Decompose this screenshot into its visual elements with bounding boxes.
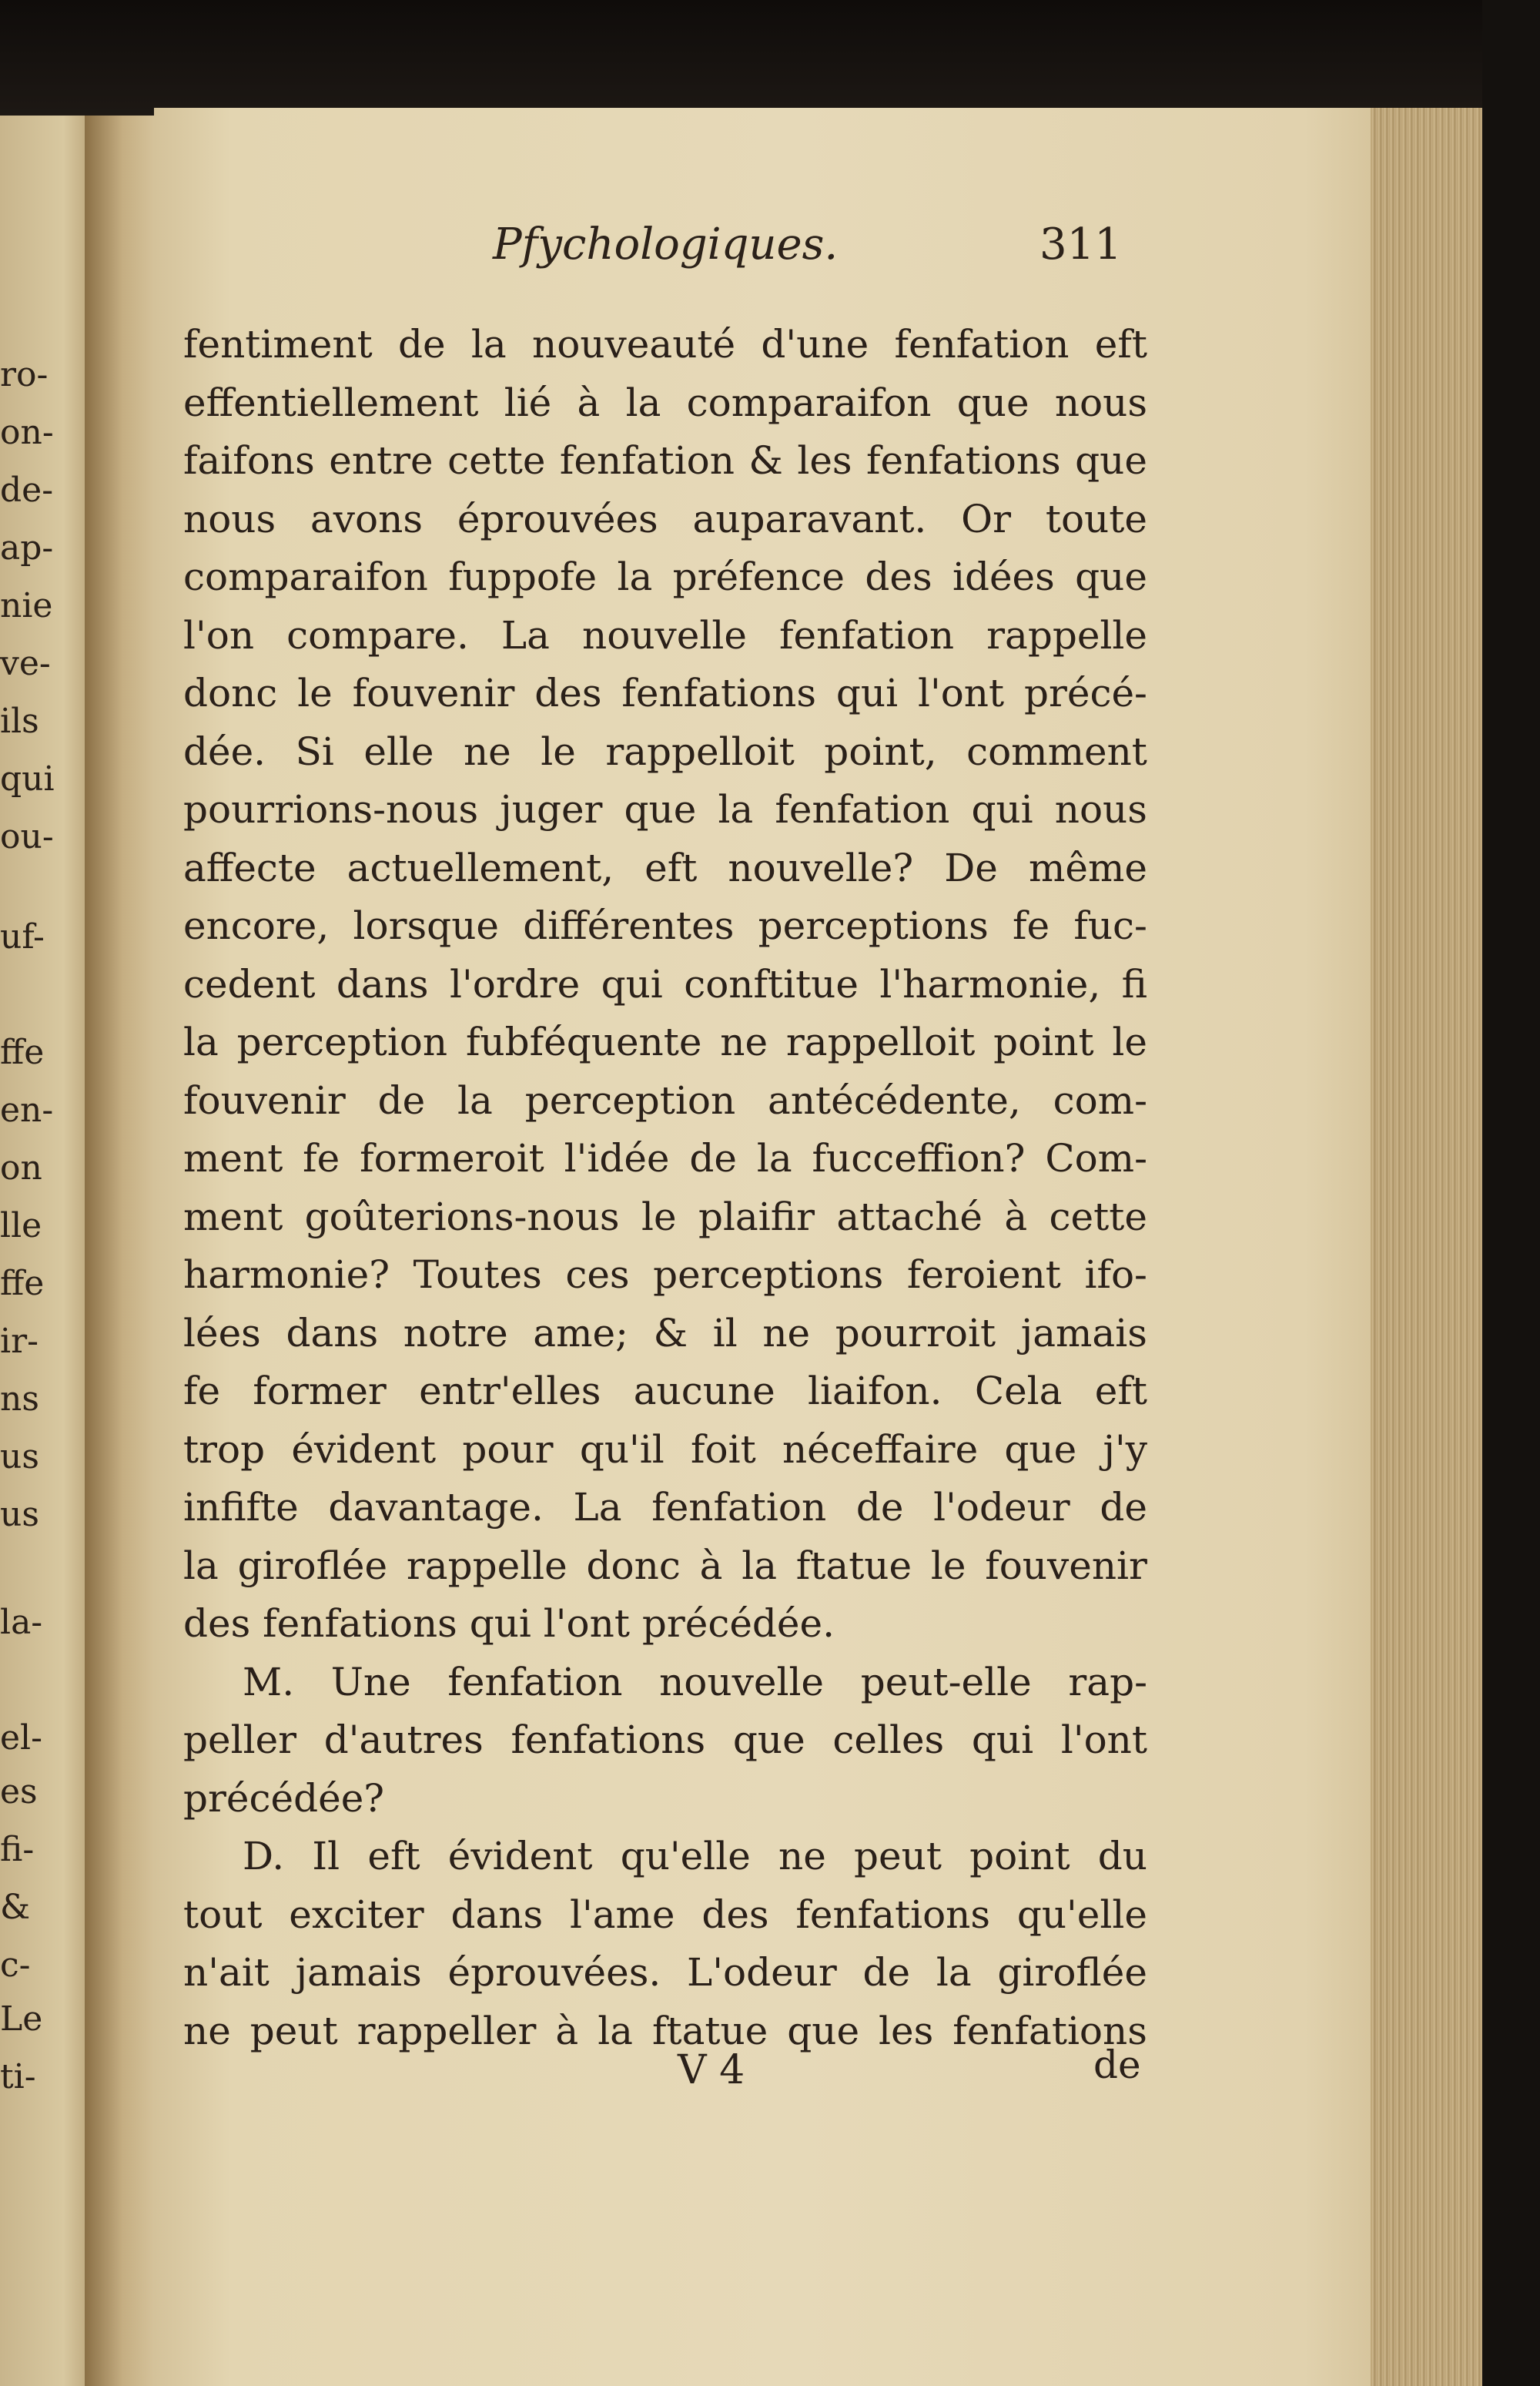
page-edges: [1371, 108, 1486, 2386]
left-page-fragment: qui: [0, 759, 55, 799]
text-line: D. Il eft évident qu'elle ne peut point du: [243, 1834, 1147, 1878]
text-line: fentiment de la nouveauté d'une fenfation eft: [183, 322, 1147, 367]
left-page-fragment: &: [0, 1888, 31, 1927]
text-line: infifte davantage. La fenfation de l'odeur de: [183, 1485, 1147, 1530]
text-line: des fenfations qui l'ont précédée.: [183, 1601, 835, 1646]
left-page-fragment: ou-: [0, 817, 54, 856]
text-line: donc le fouvenir des fenfations qui l'ont précé-: [183, 671, 1147, 715]
text-line: cedent dans l'ordre qui conftitue l'harmonie, fi: [183, 961, 1147, 1007]
left-page-fragment: ve-: [0, 644, 51, 683]
text-line: affecte actuellement, eft nouvelle? De même: [183, 845, 1147, 890]
text-line: ment fe formeroit l'idée de la fucceffion? Com-: [183, 1136, 1147, 1181]
text-line: peller d'autres fenfations que celles qui l'ont: [183, 1717, 1147, 1762]
text-line: fouvenir de la perception antécédente, com-: [183, 1077, 1147, 1123]
left-page-fragment: ro-: [0, 355, 49, 394]
text-line: précédée?: [183, 1775, 385, 1821]
text-line: l'on compare. La nouvelle fenfation rappelle: [183, 612, 1147, 658]
left-page-fragment: us: [0, 1495, 39, 1534]
left-page-fragment: uf-: [0, 917, 45, 957]
text-line: n'ait jamais éprouvées. L'odeur de la giroflée: [183, 1950, 1147, 1995]
text-line: faifons entre cette fenfation & les fenfations que: [183, 438, 1147, 483]
text-line: tout exciter dans l'ame des fenfations qu'elle: [183, 1892, 1147, 1937]
left-page-fragment: on-: [0, 413, 54, 452]
text-line: la perception fubféquente ne rappelloit point le: [183, 1020, 1147, 1064]
left-page-fragment: ns: [0, 1379, 39, 1419]
left-page-fragment: fi-: [0, 1830, 35, 1869]
book-cover-top: [0, 0, 1540, 116]
left-page-fragment: en-: [0, 1091, 54, 1130]
left-page-fragment: es: [0, 1772, 38, 1811]
text-line: lées dans notre ame; & il ne pourroit jamais: [183, 1310, 1147, 1356]
left-page-fragment: ils: [0, 702, 39, 741]
left-page-fragment: la-: [0, 1603, 43, 1642]
text-line: encore, lorsque différentes perceptions fe fuc-: [183, 903, 1147, 948]
running-head: Pfychologiques.: [493, 219, 839, 270]
page-number: 311: [1040, 219, 1122, 270]
text-line: nous avons éprouvées auparavant. Or toute: [183, 496, 1147, 541]
left-page-fragment: Le: [0, 1999, 43, 2039]
left-page-fragment: el-: [0, 1718, 42, 1758]
text-line: fe former entr'elles aucune liaifon. Cela eft: [183, 1369, 1147, 1413]
left-page-fragment: de-: [0, 471, 54, 510]
catchword: de: [1093, 2043, 1141, 2087]
text-line: M. Une fenfation nouvelle peut-elle rap-: [243, 1659, 1147, 1704]
left-page-fragment: ffe: [0, 1033, 45, 1072]
left-page-fragment: ti-: [0, 2057, 36, 2096]
text-line: pourrions-nous juger que la fenfation qui nous: [183, 787, 1147, 832]
left-page-fragment: lle: [0, 1206, 42, 1245]
left-page-fragment: ir-: [0, 1322, 38, 1361]
text-line: la giroflée rappelle donc à la ftatue le fouvenir: [183, 1543, 1147, 1588]
text-line: comparaifon fuppofe la préfence des idées que: [183, 555, 1147, 599]
text-line: dée. Si elle ne le rappelloit point, comment: [183, 729, 1147, 774]
signature-mark: V 4: [678, 2047, 745, 2093]
background-right: [1482, 0, 1540, 2386]
left-page-fragment: nie: [0, 586, 53, 625]
text-line: trop évident pour qu'il foit néceffaire que j'y: [183, 1426, 1147, 1472]
text-line: ment goûterions-nous le plaifir attaché à cette: [183, 1194, 1147, 1239]
left-page-fragment: ap-: [0, 528, 54, 568]
left-page-fragment: ffe: [0, 1264, 45, 1303]
left-page-fragment: us: [0, 1437, 39, 1476]
text-line: effentiellement lié à la comparaifon que nous: [183, 380, 1147, 425]
left-page-fragment: on: [0, 1148, 42, 1188]
text-line: ne peut rappeller à la ftatue que les fenfations: [183, 2008, 1147, 2053]
left-page-fragment: c-: [0, 1945, 31, 1985]
text-line: harmonie? Toutes ces perceptions feroient ifo-: [183, 1252, 1147, 1297]
